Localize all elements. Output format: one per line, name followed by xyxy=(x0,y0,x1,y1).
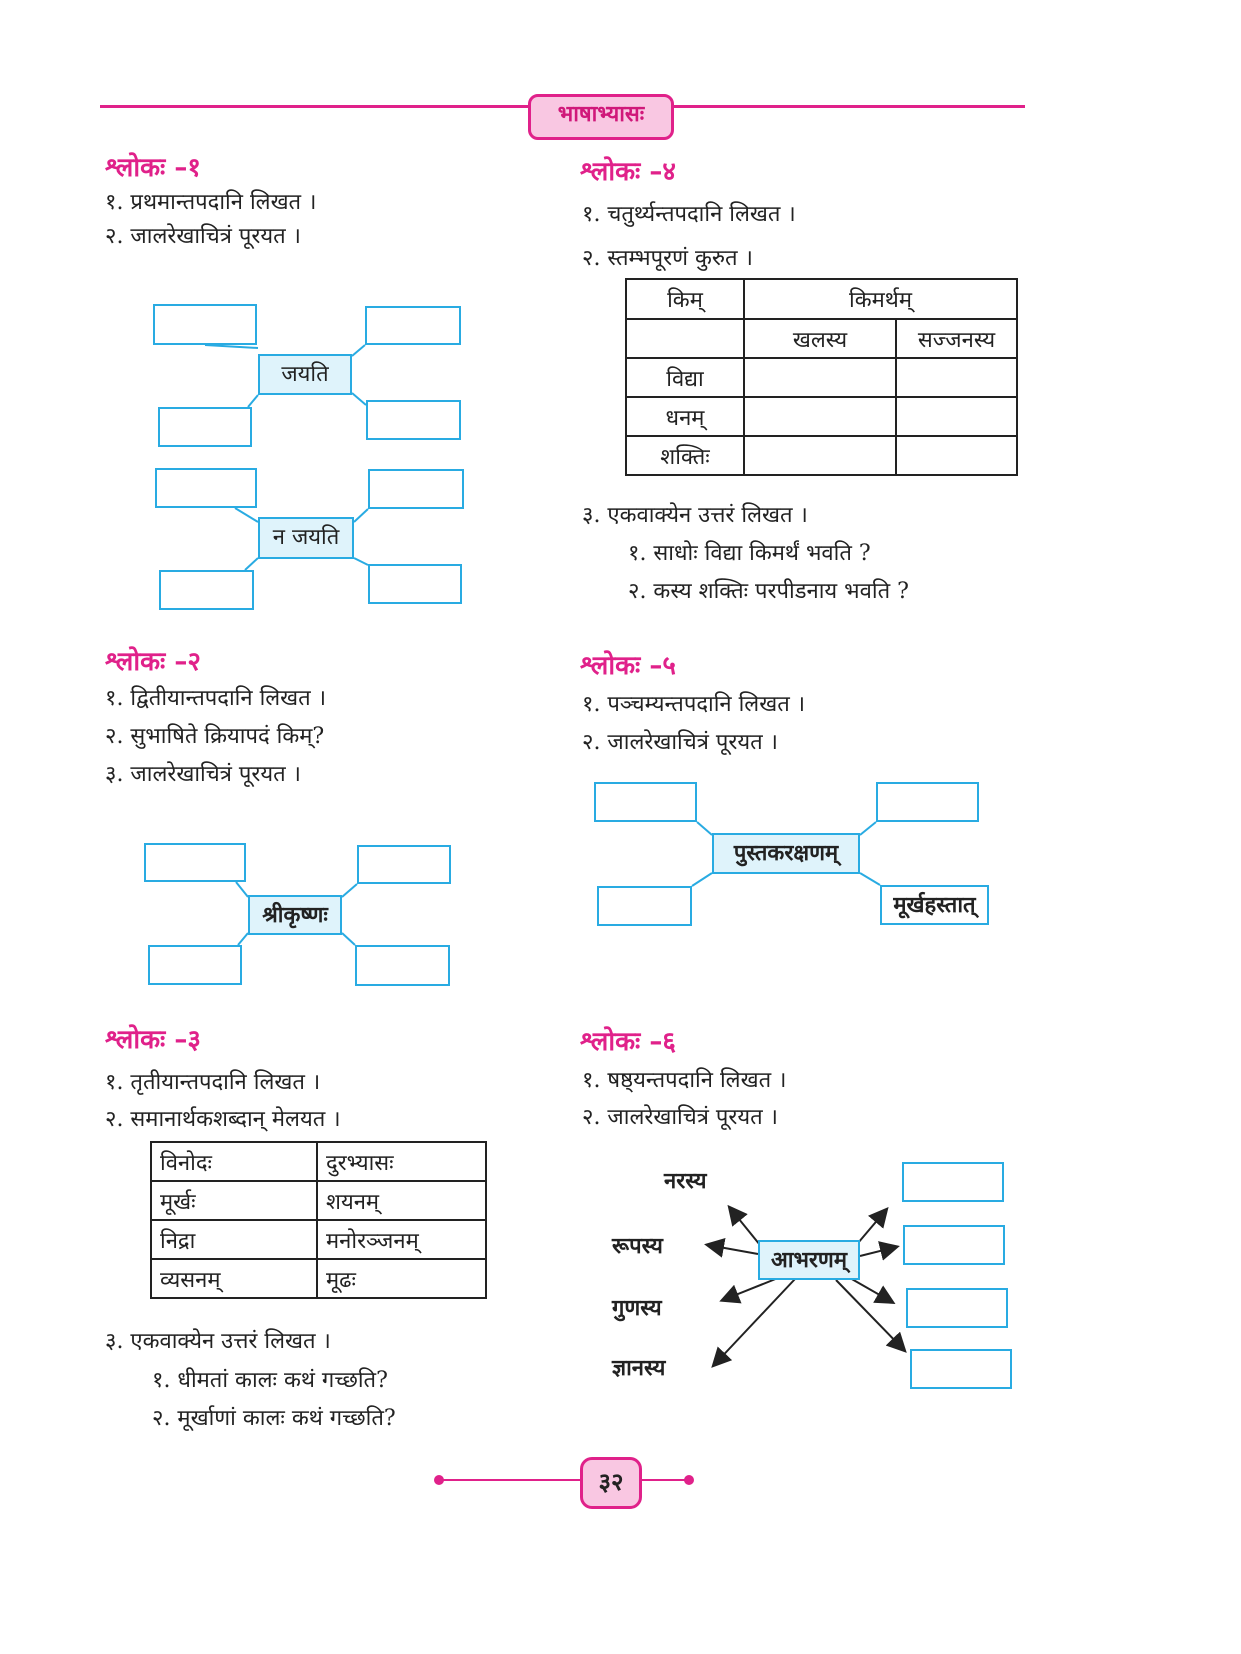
answer-box[interactable] xyxy=(144,843,246,882)
table-cell: व्यसनम् xyxy=(151,1259,317,1298)
table-cell: विनोदः xyxy=(151,1142,317,1181)
instruction-line: २. समानार्थकशब्दान् मेलयत । xyxy=(105,1107,341,1132)
question-line: २. कस्य शक्तिः परपीडनाय भवति ? xyxy=(628,579,909,604)
section-heading-2: श्लोकः –२ xyxy=(105,647,201,677)
answer-box[interactable] xyxy=(158,407,252,447)
table-cell xyxy=(626,319,744,358)
web-center-shrikrishna: श्रीकृष्णः xyxy=(248,895,342,935)
instruction-line: २. जालरेखाचित्रं पूरयत । xyxy=(105,224,301,249)
table-cell: दुरभ्यासः xyxy=(317,1142,486,1181)
table-cell: मूर्खः xyxy=(151,1181,317,1220)
table-header: किमर्थम् xyxy=(744,279,1017,319)
question-heading: ३. एकवाक्येन उत्तरं लिखत । xyxy=(105,1329,331,1354)
instruction-line: १. तृतीयान्तपदानि लिखत । xyxy=(105,1070,321,1095)
word-rupasya: रूपस्य xyxy=(612,1233,663,1259)
answer-box[interactable] xyxy=(155,468,257,508)
word-narasya: नरस्य xyxy=(664,1168,707,1194)
section-heading-6: श्लोकः –६ xyxy=(580,1027,676,1057)
answer-box[interactable] xyxy=(153,304,257,345)
question-line: २. मूर्खाणां कालः कथं गच्छति? xyxy=(152,1406,396,1431)
web-center-jayati: जयति xyxy=(258,354,352,395)
question-heading: ३. एकवाक्येन उत्तरं लिखत । xyxy=(582,503,808,528)
header-rule-right xyxy=(668,105,1025,108)
answer-box[interactable] xyxy=(368,469,464,509)
answer-box[interactable] xyxy=(903,1225,1005,1265)
instruction-line: २. जालरेखाचित्रं पूरयत । xyxy=(582,730,778,755)
page-number: ३२ xyxy=(580,1457,642,1509)
answer-box[interactable] xyxy=(368,564,462,604)
table-cell: मनोरञ्जनम् xyxy=(317,1220,486,1259)
section-heading-3: श्लोकः –३ xyxy=(105,1025,201,1055)
answer-cell[interactable] xyxy=(896,358,1017,397)
question-line: १. साधोः विद्या किमर्थं भवति ? xyxy=(628,541,871,566)
answer-box[interactable] xyxy=(902,1162,1004,1202)
instruction-line: २. स्तम्भपूरणं कुरुत । xyxy=(582,246,753,271)
footer-dot-left xyxy=(434,1475,444,1485)
instruction-line: ३. जालरेखाचित्रं पूरयत । xyxy=(105,762,301,787)
answer-cell[interactable] xyxy=(744,436,896,475)
instruction-line: २. सुभाषिते क्रियापदं किम्? xyxy=(105,724,325,749)
table-header: किम् xyxy=(626,279,744,319)
web-center-pustakarakshanam: पुस्तकरक्षणम् xyxy=(712,833,860,874)
answer-cell[interactable] xyxy=(896,436,1017,475)
instruction-line: २. जालरेखाचित्रं पूरयत । xyxy=(582,1105,778,1130)
footer-rule-right xyxy=(636,1479,688,1481)
table-row-label: शक्तिः xyxy=(626,436,744,475)
section-heading-1: श्लोकः –१ xyxy=(105,153,201,183)
instruction-line: १. चतुर्थ्यन्तपदानि लिखत । xyxy=(582,202,796,227)
footer-rule-left xyxy=(440,1479,580,1481)
table-subheader: खलस्य xyxy=(744,319,896,358)
question-line: १. धीमतां कालः कथं गच्छति? xyxy=(152,1368,388,1393)
word-gunasya: गुणस्य xyxy=(612,1295,662,1321)
instruction-line: १. द्वितीयान्तपदानि लिखत । xyxy=(105,686,327,711)
filled-answer-box: मूर्खहस्तात् xyxy=(880,885,989,925)
answer-box[interactable] xyxy=(597,886,692,926)
table-cell: शयनम् xyxy=(317,1181,486,1220)
footer-dot-right xyxy=(684,1475,694,1485)
synonym-match-table xyxy=(150,1141,487,1299)
answer-cell[interactable] xyxy=(744,358,896,397)
instruction-line: १. पञ्चम्यन्तपदानि लिखत । xyxy=(582,692,806,717)
answer-box[interactable] xyxy=(876,782,979,822)
instruction-line: १. प्रथमान्तपदानि लिखत । xyxy=(105,190,317,215)
header-rule-left xyxy=(100,105,530,108)
answer-box[interactable] xyxy=(365,306,461,345)
section-heading-4: श्लोकः –४ xyxy=(580,157,676,187)
answer-box[interactable] xyxy=(357,845,451,884)
instruction-line: १. षष्ठ्यन्तपदानि लिखत । xyxy=(582,1068,787,1093)
answer-box[interactable] xyxy=(159,570,254,610)
word-jnanasya: ज्ञानस्य xyxy=(612,1355,666,1381)
web-center-na-jayati: न जयति xyxy=(258,517,354,559)
answer-cell[interactable] xyxy=(896,397,1017,436)
table-row-label: विद्या xyxy=(626,358,744,397)
answer-box[interactable] xyxy=(594,782,697,822)
answer-cell[interactable] xyxy=(744,397,896,436)
column-fill-table xyxy=(625,278,1018,476)
section-heading-5: श्लोकः –५ xyxy=(580,651,676,681)
web-center-abharanam: आभरणम् xyxy=(758,1240,860,1280)
page-title: भाषाभ्यासः xyxy=(528,94,674,140)
answer-box[interactable] xyxy=(148,945,242,985)
answer-box[interactable] xyxy=(906,1288,1008,1328)
answer-box[interactable] xyxy=(910,1349,1012,1389)
table-subheader: सज्जनस्य xyxy=(896,319,1017,358)
table-row-label: धनम् xyxy=(626,397,744,436)
table-cell: मूढः xyxy=(317,1259,486,1298)
answer-box[interactable] xyxy=(355,945,450,986)
answer-box[interactable] xyxy=(366,400,461,440)
table-cell: निद्रा xyxy=(151,1220,317,1259)
